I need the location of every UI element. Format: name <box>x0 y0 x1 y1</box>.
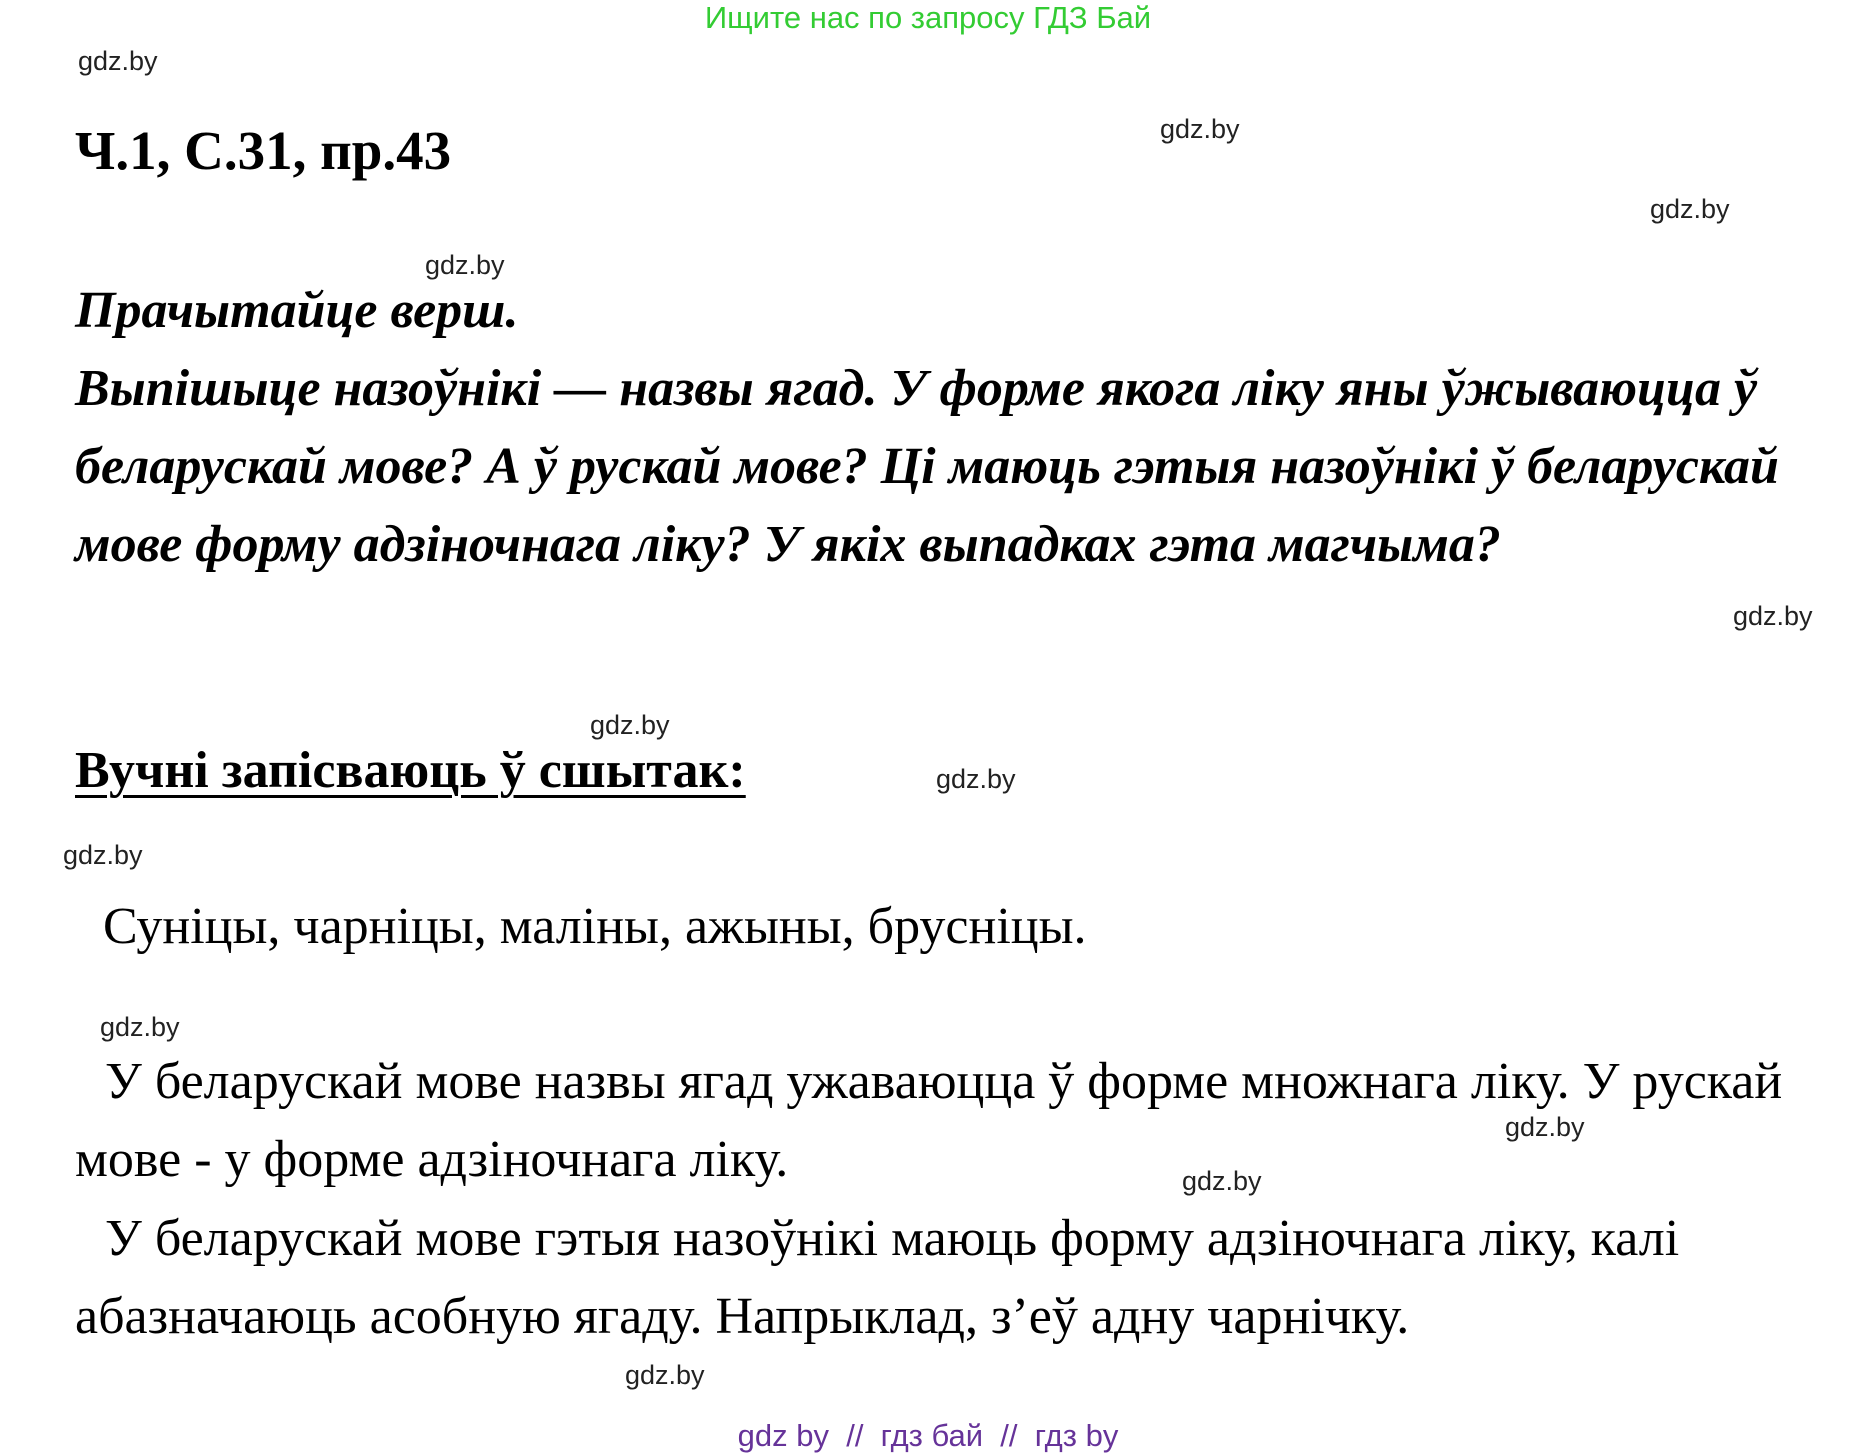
section-heading: Вучні запісваюць ў сшытак: <box>75 742 746 799</box>
watermark: gdz.by <box>625 1360 705 1390</box>
watermark: gdz.by <box>1160 114 1240 144</box>
page-title: Ч.1, С.31, пр.43 <box>75 120 452 181</box>
task-instructions <box>75 272 1835 584</box>
task-line-questions: Выпішыце назоўнікі — назвы ягад. У форме якога ліку яны ўжываюцца ў беларускай мове? А ў рускай мове? Ці маюць гэтыя назоўнікі ў беларускай мове форму адзіночнага ліку? У якіх выпадках гэта магчыма? <box>75 360 1779 573</box>
watermark: gdz.by <box>1650 194 1730 224</box>
watermark: gdz.by <box>78 46 158 76</box>
watermark: gdz.by <box>936 764 1016 794</box>
answer-plural-form: У беларускай мове назвы ягад ужаваюцца ў форме множнага ліку. У рускай мове - у форме адзіночнага ліку. <box>75 1053 1783 1188</box>
watermark: gdz.by <box>100 1012 180 1042</box>
watermark: gdz.by <box>1733 601 1813 631</box>
task-line-read: Прачытайце верш. <box>75 282 519 339</box>
top-banner: Ищите нас по запросу ГДЗ Бай <box>704 0 1152 35</box>
watermark: gdz.by <box>1505 1112 1585 1142</box>
answer-singular-form: У беларускай мове гэтыя назоўнікі маюць форму адзіночнага ліку, калі абазначаюць асобную ягаду. Напрыклад, з’еў адну чарнічку. <box>75 1210 1680 1345</box>
watermark: gdz.by <box>590 710 670 740</box>
watermark: gdz.by <box>1182 1166 1262 1196</box>
answer-berries-list: Суніцы, чарніцы, маліны, ажыны, брусніцы. <box>103 898 1087 955</box>
watermark: gdz.by <box>63 840 143 870</box>
footer-links: gdz by // гдз бай // гдз by <box>737 1418 1119 1453</box>
watermark: gdz.by <box>425 250 505 280</box>
